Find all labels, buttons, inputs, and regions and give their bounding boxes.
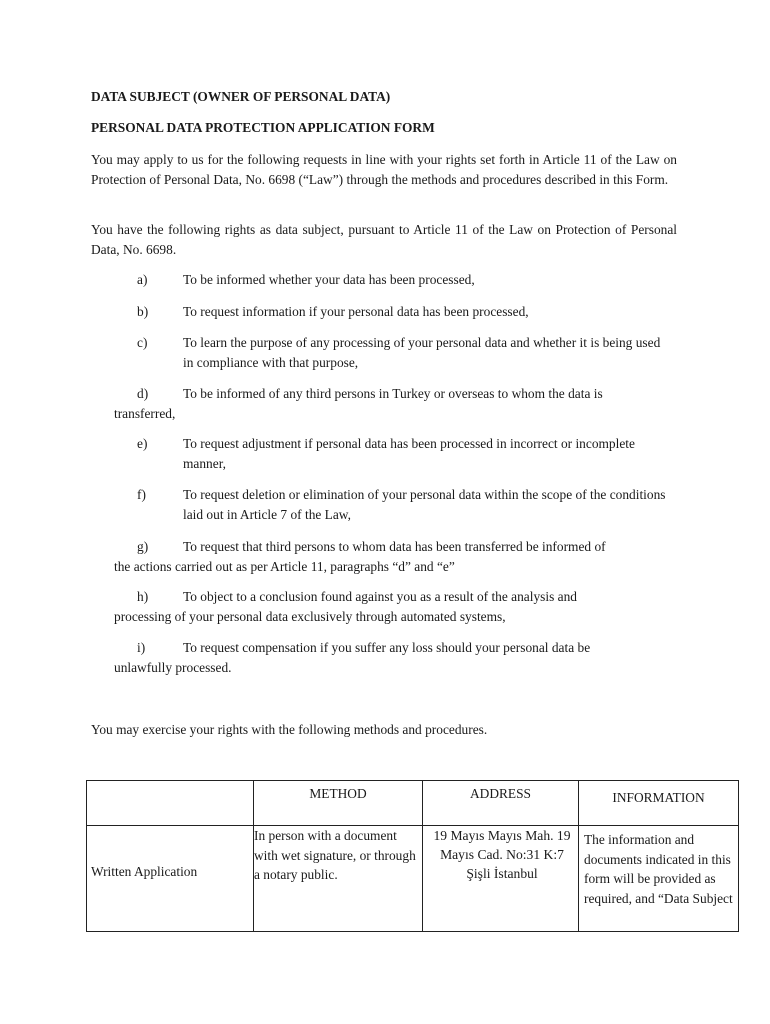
list-text: To request that third persons to whom data has been transferred be informed of: [183, 539, 606, 554]
table-header-address: ADDRESS: [469, 786, 532, 801]
document-title: DATA SUBJECT (OWNER OF PERSONAL DATA): [91, 89, 391, 104]
table-border: [738, 780, 739, 932]
methods-intro-paragraph: You may exercise your rights with the following methods and procedures.: [91, 722, 488, 737]
table-cell-address: 19 Mayıs Mayıs Mah. 19 Mayıs Cad. No:31 K:7 Şişli İstanbul: [433, 828, 571, 881]
list-label: f): [137, 487, 146, 502]
intro-paragraph: You may apply to us for the following requests in line with your rights set forth in Article 11 of the Law on Protection of Personal Data, No. 6698 (“Law”) through the methods and procedures described in this Form.: [91, 152, 677, 187]
list-text: To object to a conclusion found against you as a result of the analysis and: [183, 589, 577, 604]
list-label: b): [137, 304, 149, 319]
list-label: i): [137, 640, 146, 655]
list-text-continued: unlawfully processed.: [114, 660, 232, 675]
list-label: g): [137, 539, 149, 554]
table-border: [86, 780, 87, 932]
list-text: To learn the purpose of any processing of your personal data and whether it is being used in compliance with that purpose,: [183, 335, 661, 370]
list-text-continued: the actions carried out as per Article 11, paragraphs “d” and “e”: [114, 559, 455, 574]
list-text: To request compensation if you suffer any loss should your personal data be: [183, 640, 591, 655]
rights-intro-paragraph: You have the following rights as data subject, pursuant to Article 11 of the Law on Protection of Personal Data, No. 6698.: [91, 222, 677, 257]
methods-table: [86, 780, 739, 932]
list-label: h): [137, 589, 149, 604]
table-cell-information: The information and documents indicated in this form will be provided as required, and “Data Subject: [584, 832, 733, 906]
table-header-information: INFORMATION: [612, 790, 705, 805]
list-text-continued: processing of your personal data exclusively through automated systems,: [114, 609, 506, 624]
list-text: To be informed whether your data has been processed,: [183, 272, 475, 287]
list-label: d): [137, 386, 149, 401]
table-cell-application-type: Written Application: [91, 864, 198, 879]
list-label: a): [137, 272, 148, 287]
table-cell-method: In person with a document with wet signature, or through a notary public.: [254, 828, 416, 882]
list-text: To request deletion or elimination of your personal data within the scope of the conditions laid out in Article 7 of the Law,: [183, 487, 666, 522]
table-border: [86, 780, 253, 781]
list-text: To request adjustment if personal data has been processed in incorrect or incomplete manner,: [183, 436, 635, 471]
table-border: [86, 931, 739, 932]
table-header-method: METHOD: [309, 786, 367, 801]
list-text-continued: transferred,: [114, 406, 176, 421]
form-title: PERSONAL DATA PROTECTION APPLICATION FORM: [91, 120, 435, 135]
list-text: To request information if your personal data has been processed,: [183, 304, 529, 319]
list-label: c): [137, 335, 148, 350]
list-text: To be informed of any third persons in Turkey or overseas to whom the data is: [183, 386, 603, 401]
list-label: e): [137, 436, 148, 451]
table-border: [253, 780, 739, 781]
